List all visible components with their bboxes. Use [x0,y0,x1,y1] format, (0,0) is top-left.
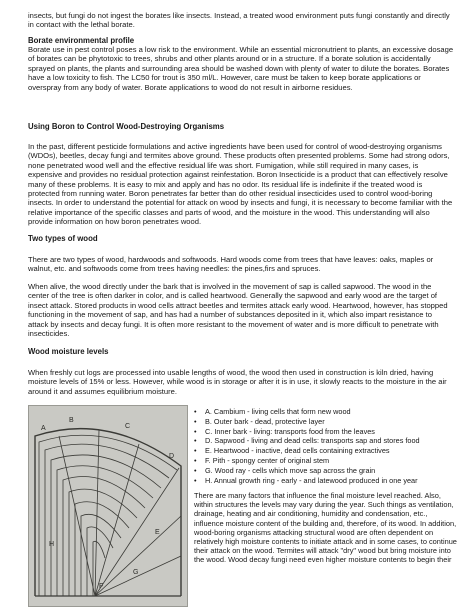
legend-item-heartwood: • E. Heartwood - inactive, dead cells containing extractives [194,446,456,456]
moisture-factors-paragraph [194,491,458,565]
svg-text:A: A [41,425,46,432]
svg-text:F: F [99,583,104,590]
using-boron-heading: Using Boron to Control Wood-Destroying Organisms [28,122,225,131]
using-boron-heading-block [28,122,454,132]
legend-item-wood-ray: • G. Wood ray - cells which move sap across the grain [194,466,456,476]
two-types-heading-block [28,234,454,244]
borate-profile-text: Borate use in pest control poses a low risk to the environment. While an essential micronutrient to plants, an excessive dosage of borates can be phytotoxic to trees, shrubs and other plants around or in a structure. If a borate solution is accidentally sprayed on plants, the plants and surrounding area should be washed down with plenty of water to dilute the borates. Borates have a low toxicity to fish. The LC50 for trout is 350 ml/L. However, care must be taken to keep borate applications or overspray from any body of water. Borate applications to wood do not result in airborne residues. [28,45,454,92]
moisture-factors-text: There are many factors that influence the final moisture level reached. Also, within structures the levels may vary during the year. Such things as ventilation, drainage, heating and air conditioning, humidity and condensation, etc., influence moisture content of the building and, therefore, of its wood. In addition, wood-boring organisms attacking structural wood are often dependent on relatively high moisture contents to initiate attack and in some cases, to continue their attack on the wood. Termites will attack "dry" wood but bring moisture into the wood. Wood decay fungi need even higher moisture contents to begin their [194,491,457,565]
wood-cross-section-illustration [28,405,188,607]
borate-profile-heading: Borate environmental profile [28,36,135,45]
moisture-text: When freshly cut logs are processed into usable lengths of wood, the wood then used in construction is kiln dried, having moisture levels of 15% or less. However, while wood is in storage or after it is in use, it slowly reacts to the moisture in the air around it and assumes equilibrium moisture. [28,368,447,396]
svg-text:G: G [133,569,139,576]
legend-item-outer-bark: • B. Outer bark - dead, protective layer [194,417,456,427]
svg-text:E: E [155,529,160,536]
two-types-heading: Two types of wood [28,234,98,243]
legend-item-pith: • F. Pith - spongy center of original stem [194,456,456,466]
using-boron-text: In the past, different pesticide formulations and active ingredients have been used for control of wood-destroying organisms (WDOs), beetles, decay fungi and termites above ground. These products often presented problems. Some had strong odors, none penetrated wood well and the effective residual life was short. Fumigation, while still required in many cases, is expensive and provides no residual protection against reinfestation. Boron Insecticide is a product that can effectively resolve many of these problems. It is easy to mix and apply and has no odor. Its residual life is indefinite if the treated wood is protected from running water. Boron penetrates far better than do other residual insecticides used to control wood-boring insects. In order to understand the potential for attack on wood by insects and fungi, it is necessary to become familiar with the relative importance of the specific classes and parts of wood, and the moisture in the wood. This understanding will also provide information on how boron penetrates wood. [28,142,453,227]
moisture-paragraph [28,368,454,396]
svg-text:H: H [49,541,55,548]
two-types-paragraph-1 [28,255,454,274]
legend-item-growth-ring: • H. Annual growth ring - early - and latewood produced in one year [194,476,456,486]
legend-item-inner-bark: • C. Inner bark - living: transports food from the leaves [194,427,456,437]
legend-item-cambium: • A. Cambium - living cells that form new wood [194,407,456,417]
moisture-heading: Wood moisture levels [28,347,109,356]
two-types-text-2: When alive, the wood directly under the bark that is involved in the movement of sap is called sapwood. The wood in the center of the tree is often darker in color, and is called heartwood. Generally the sapwood and early wood are the target of insect attack. Stored products in wood cells attract beetles and termites attack early wood. Heartwood, however, has stopped functioning in the movement of sap, and has had a number of substances deposited in it, which also impart resistance to attack by insects and decay fungi. It is often more resistant to the movement of water and is more difficult to penetrate with insecticides. [28,282,448,339]
wood-cross-section-drawing [29,406,187,606]
intro-paragraph [28,11,454,30]
legend-item-sapwood: • D. Sapwood - living and dead cells: transports sap and stores food [194,436,456,446]
wood-parts-legend [194,407,456,485]
borate-profile-paragraph [28,45,454,92]
two-types-paragraph-2 [28,282,454,338]
svg-text:B: B [69,417,74,424]
using-boron-paragraph [28,142,454,227]
svg-text:C: C [125,423,131,430]
intro-text: insects, but fungi do not ingest the borates like insects. Instead, a treated wood environment puts fungi constantly and directly in contact with the lethal borate. [28,11,450,30]
moisture-heading-block [28,347,454,357]
svg-text:D: D [169,453,175,460]
two-types-text-1: There are two types of wood, hardwoods and softwoods. Hard woods come from trees that have leaves: oaks, maples or walnut, etc. and softwoods come from trees having needles: the pines,firs and spruces. [28,255,434,274]
